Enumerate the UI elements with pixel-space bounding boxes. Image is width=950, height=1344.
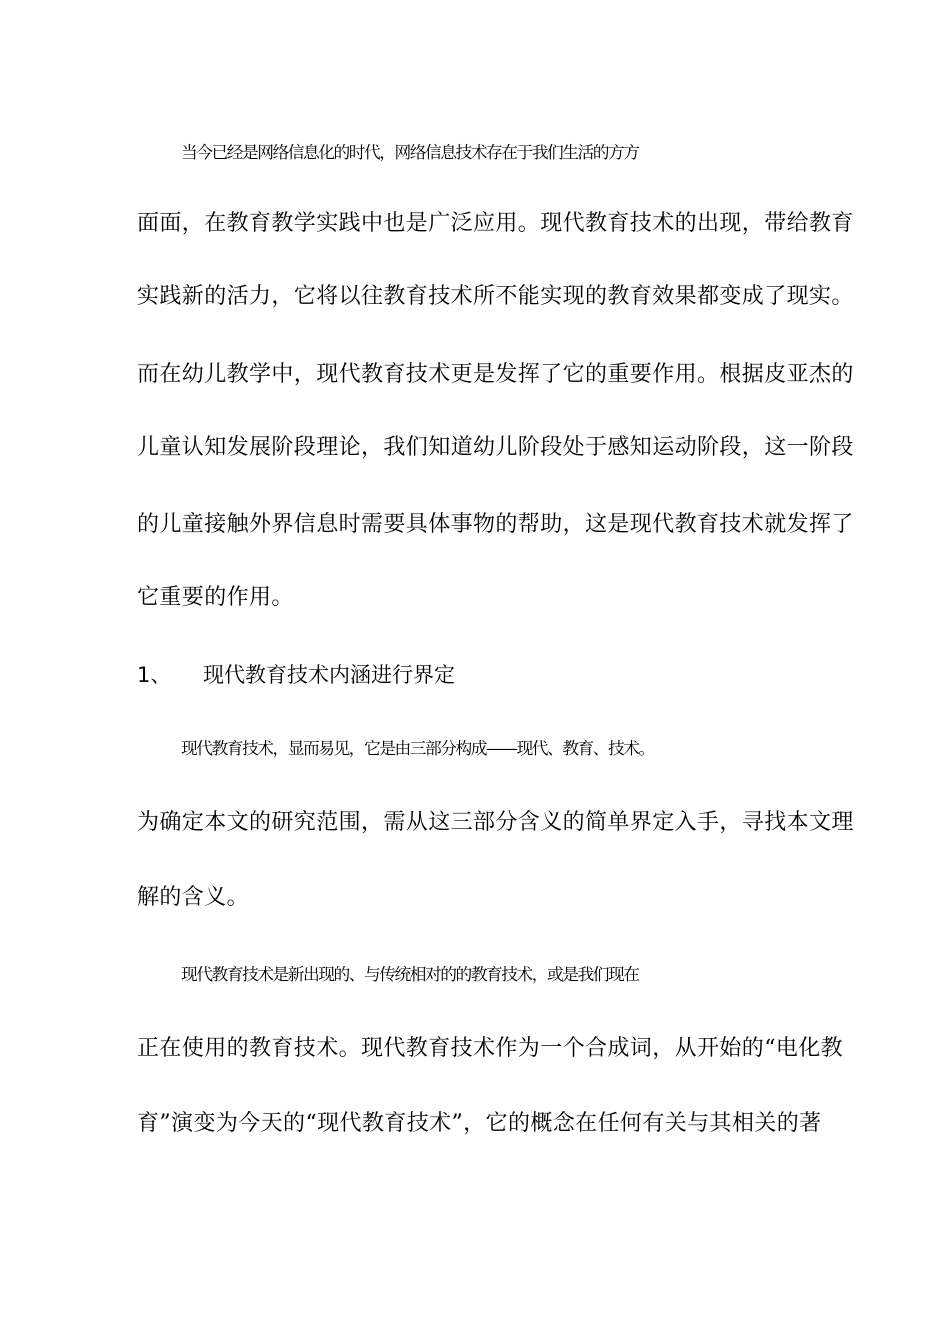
paragraph-3-line-1: 现代教育技术是新出现的、与传统相对的的教育技术，或是我们现在 [181, 964, 639, 984]
paragraph-1-line-7: 它重要的作用。 [137, 585, 294, 610]
section-heading [137, 661, 455, 689]
paragraph-1-line-1: 当今已经是网络信息化的时代，网络信息技术存在于我们生活的方方 [181, 142, 639, 162]
paragraph-2-line-1: 现代教育技术，显而易见，它是由三部分构成——现代、教育、技术。 [181, 738, 654, 758]
paragraph-1-line-6: 的儿童接触外界信息时需要具体事物的帮助，这是现代教育技术就发挥了 [137, 512, 854, 537]
paragraph-1-line-2: 面面，在教育教学实践中也是广泛应用。现代教育技术的出现，带给教育 [137, 211, 854, 236]
paragraph-1-line-5: 儿童认知发展阶段理论，我们知道幼儿阶段处于感知运动阶段，这一阶段 [137, 435, 854, 460]
paragraph-2-line-3: 解的含义。 [137, 885, 250, 910]
paragraph-2-line-2: 为确定本文的研究范围，需从这三部分含义的简单界定入手，寻找本文理 [137, 810, 854, 835]
section-title: 现代教育技术内涵进行界定 [203, 663, 455, 687]
paragraph-3-line-2: 正在使用的教育技术。现代教育技术作为一个合成词，从开始的“电化教 [137, 1036, 844, 1061]
section-number: 1、 [137, 663, 172, 687]
paragraph-3-line-3: 育”演变为今天的“现代教育技术”，它的概念在任何有关与其相关的著 [137, 1111, 822, 1136]
paragraph-1-line-3: 实践新的活力，它将以往教育技术所不能实现的教育效果都变成了现实。 [137, 284, 854, 309]
paragraph-1-line-4: 而在幼儿教学中，现代教育技术更是发挥了它的重要作用。根据皮亚杰的 [137, 362, 854, 387]
